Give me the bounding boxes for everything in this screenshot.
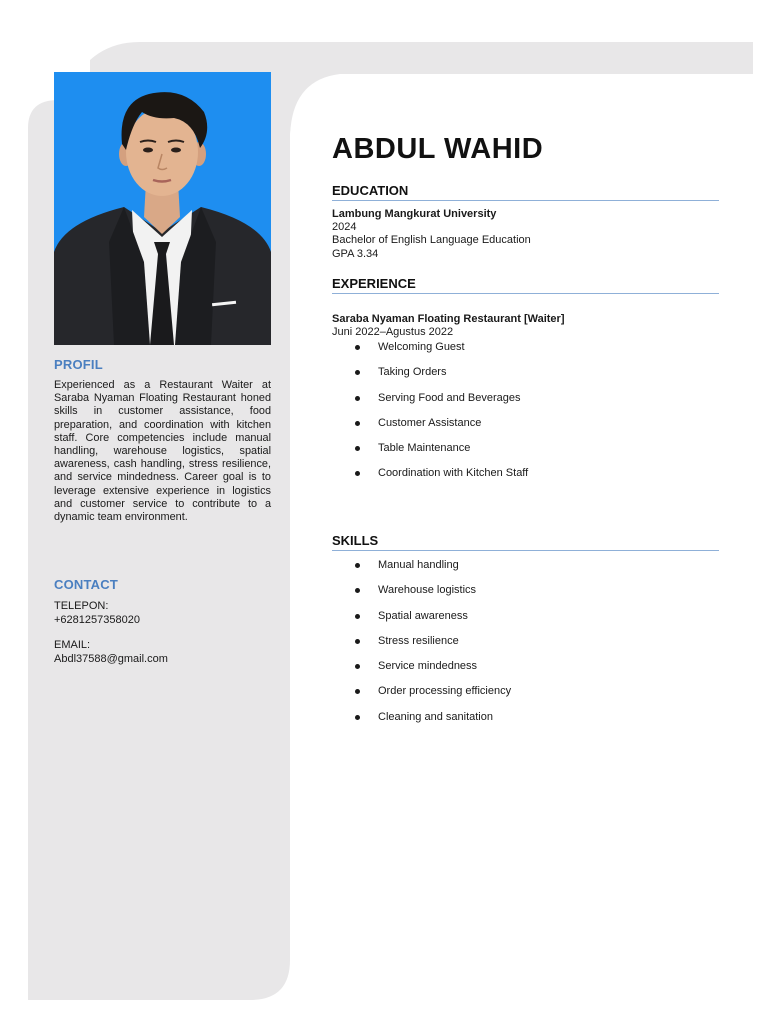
phone-label: TELEPON: [54,600,109,612]
education-institution: Lambung Mangkurat University [332,208,497,220]
profile-photo [54,72,271,345]
bullet-icon [355,639,360,644]
education-entry [332,208,531,261]
skills-heading: SKILLS [332,533,719,551]
experience-duties-list [332,341,528,493]
list-item: Taking Orders [332,366,528,391]
list-item: Spatial awareness [332,610,511,635]
list-item: Warehouse logistics [332,584,511,609]
list-item: Stress resilience [332,635,511,660]
bullet-icon [355,715,360,720]
experience-period: Juni 2022–Agustus 2022 [332,326,454,339]
contact-phone [54,600,140,627]
education-gpa: GPA 3.34 [332,247,379,260]
education-degree: Bachelor of English Language Education [332,234,531,247]
experience-title: Saraba Nyaman Floating Restaurant [Waiter] [332,313,565,325]
experience-heading: EXPERIENCE [332,276,719,294]
bullet-icon [355,588,360,593]
list-item: Manual handling [332,559,511,584]
phone-number: +6281257358020 [54,613,140,626]
list-item: Cleaning and sanitation [332,711,511,736]
bullet-icon [355,421,360,426]
bullet-icon [355,446,360,451]
experience-entry [332,313,564,339]
list-item: Customer Assistance [332,417,528,442]
contact-email [54,639,168,666]
bullet-icon [355,563,360,568]
list-item: Serving Food and Beverages [332,392,528,417]
education-heading: EDUCATION [332,183,719,201]
list-item: Table Maintenance [332,442,528,467]
list-item: Welcoming Guest [332,341,528,366]
list-item: Service mindedness [332,660,511,685]
education-year: 2024 [332,221,357,234]
bullet-icon [355,614,360,619]
bullet-icon [355,664,360,669]
bullet-icon [355,471,360,476]
contact-heading: CONTACT [54,577,118,592]
list-item: Order processing efficiency [332,685,511,710]
bullet-icon [355,689,360,694]
email-address: Abdl37588@gmail.com [54,652,168,665]
profile-heading: PROFIL [54,357,103,372]
skills-list [332,559,511,736]
email-label: EMAIL: [54,639,91,651]
bullet-icon [355,345,360,350]
candidate-name: ABDUL WAHID [332,133,544,165]
bullet-icon [355,370,360,375]
list-item: Coordination with Kitchen Staff [332,467,528,492]
profile-summary: Experienced as a Restaurant Waiter at Saraba Nyaman Floating Restaurant honed skills in customer assistance, food preparation, and coordination with kitchen staff. Core competencies include manual handling, warehouse logistics, spatial awareness, cash handling, stress resilience, and service mindedness. Career goal is to leverage extensive experience in logistics and customer service to contribute to a dynamic team environment. [54,379,271,524]
portrait-photo-icon [54,72,271,345]
bullet-icon [355,396,360,401]
